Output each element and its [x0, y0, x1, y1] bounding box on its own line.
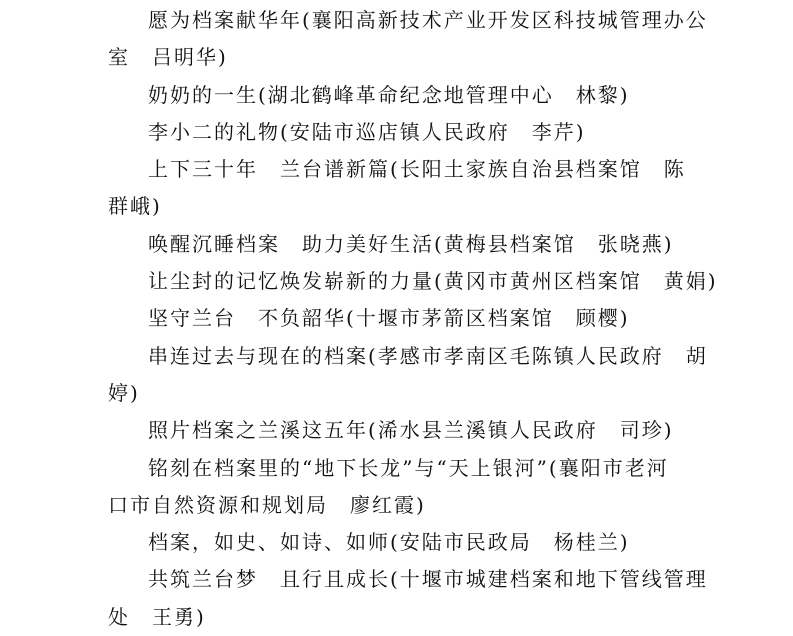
document-body: [108, 2, 718, 636]
text-line: 奶奶的一生(湖北鹤峰革命纪念地管理中心 林黎): [148, 82, 630, 107]
text-line: 婷): [108, 380, 140, 405]
text-line: 照片档案之兰溪这五年(浠水县兰溪镇人民政府 司珍): [148, 418, 674, 443]
text-line: 处 王勇): [108, 604, 206, 629]
text-line: 让尘封的记忆焕发崭新的力量(黄冈市黄州区档案馆 黄娟): [148, 269, 718, 294]
text-line: 档案，如史、如诗、如师(安陆市民政局 杨桂兰): [148, 530, 630, 555]
text-line: 上下三十年 兰台谱新篇(长阳土家族自治县档案馆 陈: [148, 157, 686, 182]
text-line: 唤醒沉睡档案 助力美好生活(黄梅县档案馆 张晓燕): [148, 231, 674, 256]
text-line: 铭刻在档案里的“地下长龙”与“天上银河”(襄阳市老河: [148, 455, 669, 480]
text-line: 共筑兰台梦 且行且成长(十堰市城建档案和地下管线管理: [148, 567, 708, 592]
text-line: 口市自然资源和规划局 廖红霞): [108, 492, 426, 517]
text-line: 坚守兰台 不负韶华(十堰市茅箭区档案馆 顾樱): [148, 306, 630, 331]
text-line: 室 吕明华): [108, 45, 228, 70]
text-line: 群峨): [108, 194, 162, 219]
text-line: 串连过去与现在的档案(孝感市孝南区毛陈镇人民政府 胡: [148, 343, 708, 368]
text-line: 愿为档案献华年(襄阳高新技术产业开发区科技城管理办公: [148, 8, 708, 32]
text-line: 李小二的礼物(安陆市巡店镇人民政府 李芹): [148, 119, 586, 144]
